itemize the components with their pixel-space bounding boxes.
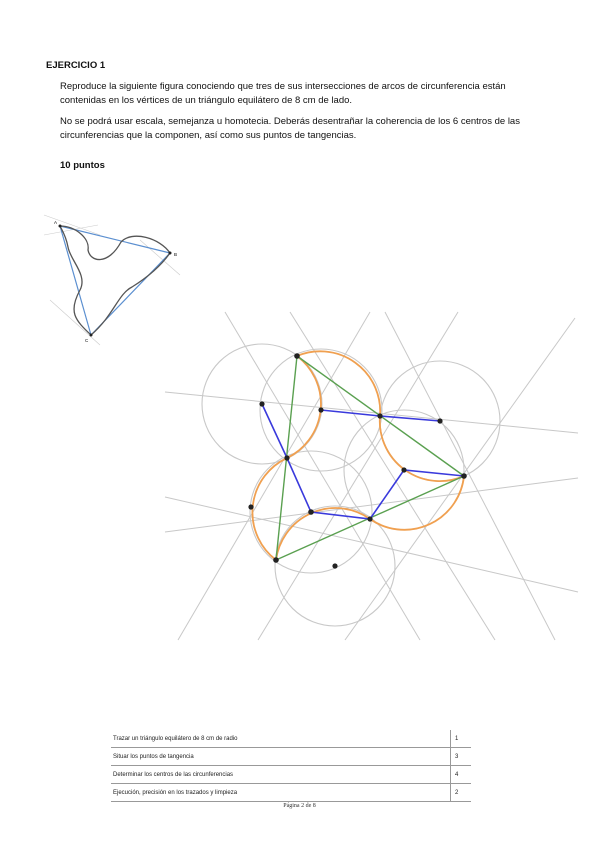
- exercise-heading: EJERCICIO 1: [46, 60, 106, 71]
- vertex-point: [461, 473, 467, 479]
- grading-rubric-table: [111, 730, 471, 802]
- center-point: [308, 509, 314, 515]
- page-number: Página 2 de 8: [283, 803, 316, 809]
- construction-line: [385, 312, 555, 640]
- center-point: [401, 467, 406, 472]
- tangent-point: [377, 413, 382, 418]
- rubric-points: 4: [451, 766, 472, 784]
- construction-line: [225, 312, 420, 640]
- construction-line: [178, 312, 370, 640]
- reference-figure: [44, 215, 180, 345]
- rubric-points: 1: [451, 730, 472, 748]
- center-links: [262, 404, 464, 519]
- construction-line: [165, 392, 578, 433]
- vertex-point: [273, 557, 279, 563]
- tangent-arcs: [252, 351, 464, 560]
- reference-vertex-c: [90, 334, 93, 337]
- vertex-point: [294, 353, 300, 359]
- points-label: 10 puntos: [60, 160, 105, 171]
- rubric-criterion: Determinar los centros de las circunferencias: [111, 766, 451, 784]
- table-row: [111, 748, 471, 766]
- rubric-criterion: Trazar un triángulo equilátero de 8 cm de radio: [111, 730, 451, 748]
- center-point: [332, 563, 337, 568]
- center-point: [437, 418, 442, 423]
- reference-label-c: C: [85, 338, 89, 343]
- instructions-line: contenidas en los vértices de un triángulo equilátero de 8 cm de lado.: [60, 95, 353, 106]
- construction-figure: [165, 312, 578, 640]
- construction-lines: [165, 312, 578, 640]
- instructions-line: No se podrá usar escala, semejanza u homotecia. Deberás desentrañar la coherencia de los 6 centros de las: [60, 116, 520, 127]
- center-point: [259, 401, 264, 406]
- rubric-points: 2: [451, 784, 472, 802]
- reference-vertex-b: [169, 252, 172, 255]
- tangent-point: [284, 455, 289, 460]
- table-row: [111, 766, 471, 784]
- table-row: [111, 730, 471, 748]
- reference-label-a: A: [54, 220, 58, 225]
- rubric-criterion: Ejecución, precisión en los trazados y limpieza: [111, 784, 451, 802]
- table-row: [111, 784, 471, 802]
- reference-vertex-a: [59, 225, 62, 228]
- center-point: [248, 504, 253, 509]
- instructions-line: Reproduce la siguiente figura conociendo que tres de sus intersecciones de arcos de circunferencia están: [60, 81, 506, 92]
- center-point: [318, 407, 323, 412]
- construction-line: [345, 318, 575, 640]
- reference-arc-ab: [60, 226, 170, 260]
- rubric-points: 3: [451, 748, 472, 766]
- instructions-line: circunferencias que la componen, así como sus puntos de tangencias.: [60, 130, 357, 141]
- rubric-criterion: Situar los puntos de tangencia: [111, 748, 451, 766]
- reference-label-b: B: [174, 252, 178, 257]
- tangent-point: [367, 516, 372, 521]
